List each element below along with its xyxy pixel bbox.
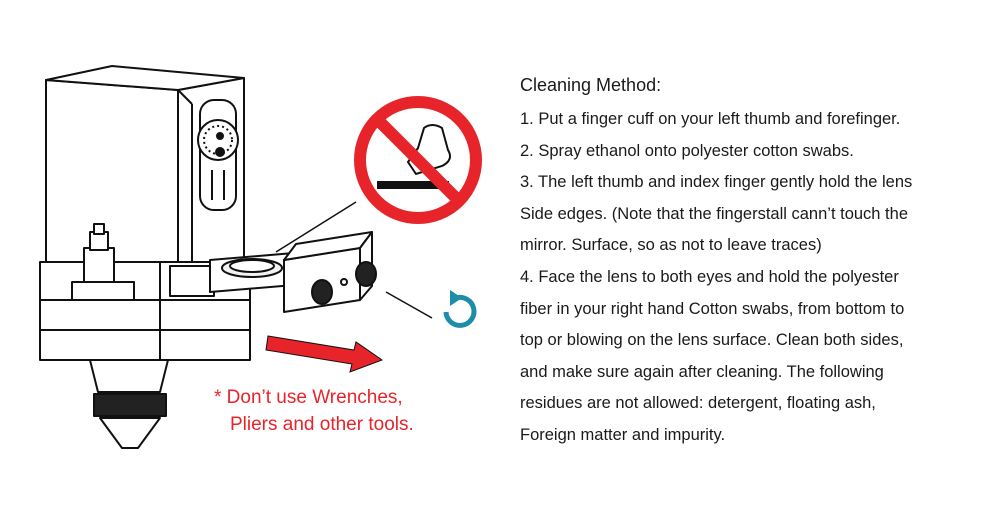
- nozzle-cone: [90, 360, 168, 392]
- instruction-line: 4. Face the lens to both eyes and hold the polyester: [520, 267, 899, 286]
- nozzle-tip: [100, 418, 160, 448]
- instruction-line: fiber in your right hand Cotton swabs, from bottom to: [520, 299, 905, 318]
- prohibition-sign-icon: [360, 102, 476, 218]
- thumb-screw-2: [356, 262, 376, 286]
- instruction-line: Foreign matter and impurity.: [520, 425, 726, 444]
- instruction-line: mirror. Surface, so as not to leave traces): [520, 236, 822, 255]
- instructions-title: Cleaning Method:: [520, 75, 662, 95]
- lens-drawer-slot: [170, 266, 214, 296]
- instruction-line: residues are not allowed: detergent, floating ash,: [520, 394, 876, 413]
- instruction-line: 1. Put a finger cuff on your left thumb and forefinger.: [520, 110, 901, 128]
- instruction-line: 3. The left thumb and index finger gently hold the lens: [520, 173, 913, 192]
- rotate-arrow-icon: [446, 290, 474, 325]
- cleaning-instructions: [520, 70, 990, 452]
- instruction-line: and make sure again after cleaning. The following: [520, 362, 884, 381]
- instruction-line: 2. Spray ethanol onto polyester cotton swabs.: [520, 141, 854, 160]
- warning-line-2: Pliers and other tools.: [230, 414, 414, 435]
- warning-line-1: * Don’t use Wrenches,: [214, 387, 403, 408]
- thumb-screw-1: [312, 280, 332, 304]
- nozzle-ring: [94, 394, 166, 416]
- instruction-line: Side edges. (Note that the fingerstall cann’t touch the: [520, 204, 908, 223]
- head-body-front: [46, 80, 178, 262]
- instruction-line: top or blowing on the lens surface. Clean both sides,: [520, 331, 904, 350]
- warning-text: [214, 384, 414, 438]
- direction-arrow-icon: [266, 336, 382, 372]
